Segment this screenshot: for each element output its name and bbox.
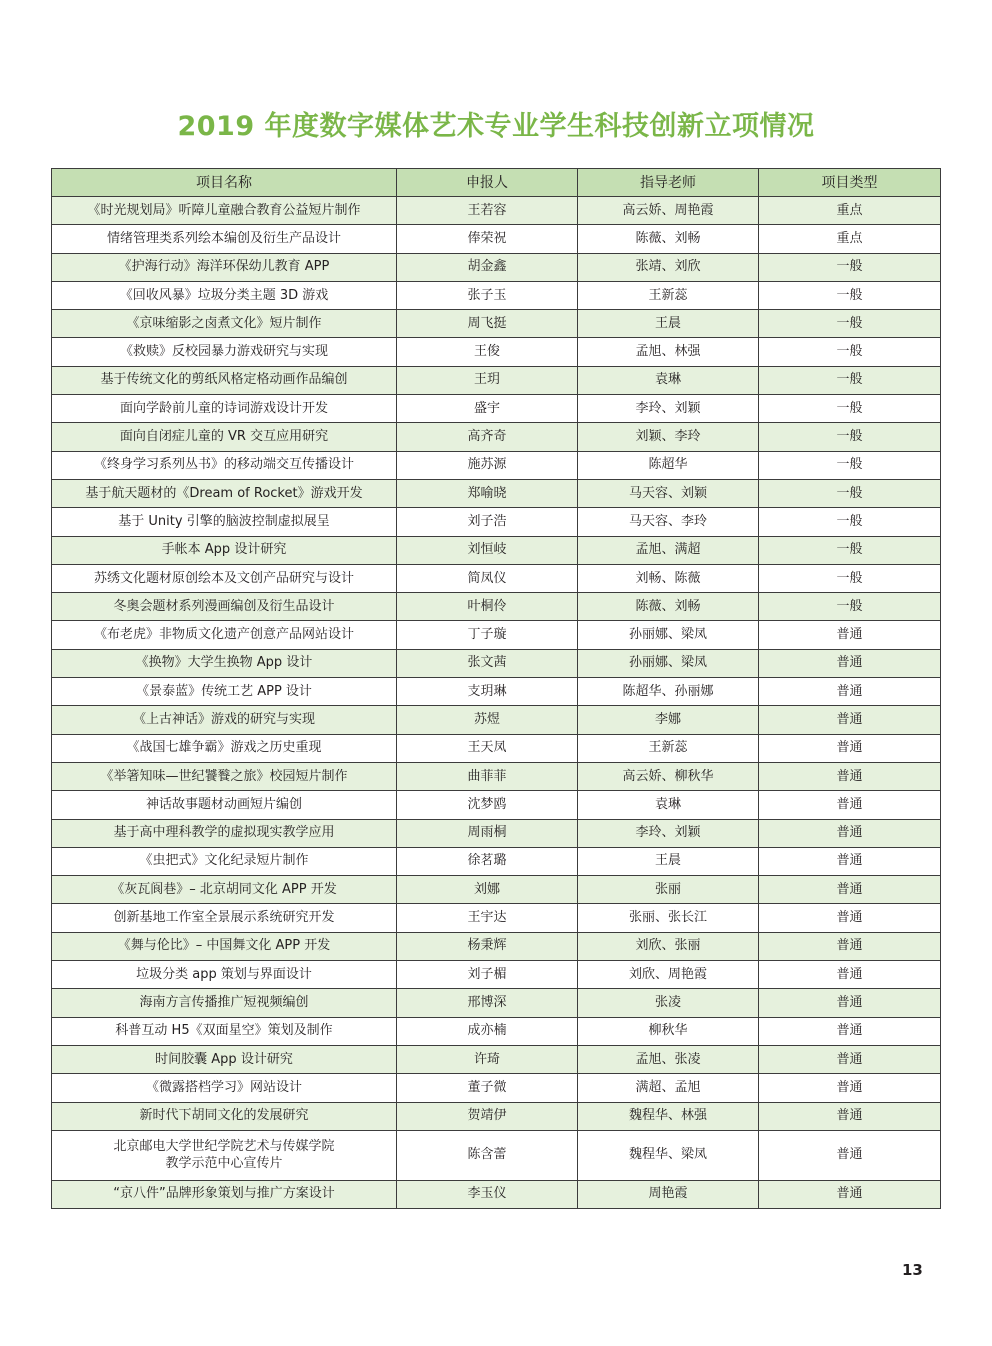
cell-advisor: 孙丽娜、梁凤 <box>578 649 759 677</box>
cell-advisor: 魏程华、梁凤 <box>578 1130 759 1180</box>
table-row <box>52 310 941 338</box>
cell-applicant: 杨秉辉 <box>397 932 578 960</box>
table-row <box>52 593 941 621</box>
cell-project-type: 一般 <box>759 338 941 366</box>
table-row <box>52 479 941 507</box>
cell-applicant: 丁子璇 <box>397 621 578 649</box>
cell-advisor: 刘颖、李玲 <box>578 423 759 451</box>
cell-project-type: 普通 <box>759 1180 941 1208</box>
cell-project-type: 普通 <box>759 847 941 875</box>
cell-project-name: 情绪管理类系列绘本编创及衍生产品设计 <box>52 225 397 253</box>
cell-project-name: 《舞与伦比》– 中国舞文化 APP 开发 <box>52 932 397 960</box>
cell-project-type: 一般 <box>759 281 941 309</box>
cell-applicant: 王天凤 <box>397 734 578 762</box>
cell-project-name: 《景泰蓝》传统工艺 APP 设计 <box>52 678 397 706</box>
cell-advisor: 周艳霞 <box>578 1180 759 1208</box>
cell-project-type: 一般 <box>759 423 941 451</box>
cell-project-type: 一般 <box>759 253 941 281</box>
page-number: 13 <box>902 1261 923 1279</box>
cell-applicant: 俸荣祝 <box>397 225 578 253</box>
table-header <box>52 169 941 197</box>
cell-applicant: 成亦楠 <box>397 1017 578 1045</box>
table-row <box>52 338 941 366</box>
cell-project-type: 一般 <box>759 395 941 423</box>
table-row <box>52 1130 941 1180</box>
table-row <box>52 734 941 762</box>
cell-project-name: 《救赎》反校园暴力游戏研究与实现 <box>52 338 397 366</box>
cell-project-type: 一般 <box>759 479 941 507</box>
table-row <box>52 508 941 536</box>
table-row <box>52 847 941 875</box>
table-row <box>52 706 941 734</box>
table-row <box>52 423 941 451</box>
table-row <box>52 564 941 592</box>
cell-project-name: 《举箸知味—世纪饕餮之旅》校园短片制作 <box>52 762 397 790</box>
cell-advisor: 刘畅、陈薇 <box>578 564 759 592</box>
cell-applicant: 刘恒岐 <box>397 536 578 564</box>
header-advisor: 指导老师 <box>578 169 759 197</box>
cell-project-type: 普通 <box>759 734 941 762</box>
cell-project-name: 《护海行动》海洋环保幼儿教育 APP <box>52 253 397 281</box>
table-row <box>52 366 941 394</box>
cell-applicant: 许琦 <box>397 1045 578 1073</box>
project-table <box>51 168 941 1209</box>
cell-project-name: 《微露搭档学习》网站设计 <box>52 1074 397 1102</box>
cell-project-type: 普通 <box>759 621 941 649</box>
cell-advisor: 孟旭、林强 <box>578 338 759 366</box>
table-row <box>52 649 941 677</box>
cell-project-type: 一般 <box>759 366 941 394</box>
table-row <box>52 762 941 790</box>
table-row <box>52 395 941 423</box>
cell-project-type: 普通 <box>759 989 941 1017</box>
table-row <box>52 989 941 1017</box>
cell-project-name: 新时代下胡同文化的发展研究 <box>52 1102 397 1130</box>
cell-applicant: 王玥 <box>397 366 578 394</box>
cell-project-name: 《时光规划局》听障儿童融合教育公益短片制作 <box>52 197 397 225</box>
cell-advisor: 张丽、张长江 <box>578 904 759 932</box>
cell-applicant: 郑喻晓 <box>397 479 578 507</box>
cell-project-type: 普通 <box>759 1017 941 1045</box>
cell-applicant: 陈含蕾 <box>397 1130 578 1180</box>
cell-project-type: 重点 <box>759 197 941 225</box>
cell-applicant: 沈梦鸥 <box>397 791 578 819</box>
cell-project-name: 北京邮电大学世纪学院艺术与传媒学院 教学示范中心宣传片 <box>52 1130 397 1180</box>
cell-project-type: 普通 <box>759 819 941 847</box>
cell-applicant: 李玉仪 <box>397 1180 578 1208</box>
cell-project-name: 海南方言传播推广短视频编创 <box>52 989 397 1017</box>
cell-advisor: 柳秋华 <box>578 1017 759 1045</box>
cell-applicant: 刘子楣 <box>397 961 578 989</box>
cell-project-name: 手帐本 App 设计研究 <box>52 536 397 564</box>
cell-project-name: 《上古神话》游戏的研究与实现 <box>52 706 397 734</box>
cell-applicant: 周雨桐 <box>397 819 578 847</box>
cell-project-type: 普通 <box>759 678 941 706</box>
cell-project-type: 普通 <box>759 904 941 932</box>
cell-project-name: 《回收风暴》垃圾分类主题 3D 游戏 <box>52 281 397 309</box>
cell-advisor: 王新蕊 <box>578 734 759 762</box>
cell-applicant: 盛宇 <box>397 395 578 423</box>
cell-advisor: 陈超华 <box>578 451 759 479</box>
cell-advisor: 高云娇、周艳霞 <box>578 197 759 225</box>
cell-project-type: 一般 <box>759 451 941 479</box>
cell-project-type: 重点 <box>759 225 941 253</box>
header-row <box>52 169 941 197</box>
cell-advisor: 孟旭、张凌 <box>578 1045 759 1073</box>
cell-project-type: 普通 <box>759 876 941 904</box>
cell-advisor: 李娜 <box>578 706 759 734</box>
cell-advisor: 王晨 <box>578 310 759 338</box>
cell-applicant: 刘娜 <box>397 876 578 904</box>
cell-advisor: 孙丽娜、梁凤 <box>578 621 759 649</box>
cell-applicant: 苏煜 <box>397 706 578 734</box>
cell-project-name: 面向学龄前儿童的诗词游戏设计开发 <box>52 395 397 423</box>
cell-applicant: 高齐奇 <box>397 423 578 451</box>
table-row <box>52 225 941 253</box>
cell-project-name: 神话故事题材动画短片编创 <box>52 791 397 819</box>
table-row <box>52 197 941 225</box>
cell-applicant: 王俊 <box>397 338 578 366</box>
cell-applicant: 叶桐伶 <box>397 593 578 621</box>
cell-project-type: 普通 <box>759 762 941 790</box>
cell-applicant: 周飞挺 <box>397 310 578 338</box>
cell-project-type: 一般 <box>759 310 941 338</box>
header-project-name: 项目名称 <box>52 169 397 197</box>
cell-applicant: 施苏源 <box>397 451 578 479</box>
cell-project-type: 普通 <box>759 706 941 734</box>
cell-project-name: 《布老虎》非物质文化遗产创意产品网站设计 <box>52 621 397 649</box>
cell-applicant: 曲菲菲 <box>397 762 578 790</box>
cell-project-type: 普通 <box>759 1130 941 1180</box>
cell-project-name: 基于航天题材的《Dream of Rocket》游戏开发 <box>52 479 397 507</box>
cell-applicant: 支玥琳 <box>397 678 578 706</box>
cell-project-type: 普通 <box>759 961 941 989</box>
table-row <box>52 253 941 281</box>
cell-advisor: 孟旭、满超 <box>578 536 759 564</box>
table-body <box>52 197 941 1209</box>
cell-project-name: 冬奥会题材系列漫画编创及衍生品设计 <box>52 593 397 621</box>
cell-applicant: 简凤仪 <box>397 564 578 592</box>
cell-advisor: 张靖、刘欣 <box>578 253 759 281</box>
cell-applicant: 徐茗璐 <box>397 847 578 875</box>
table-row <box>52 678 941 706</box>
cell-advisor: 袁琳 <box>578 791 759 819</box>
table-row <box>52 451 941 479</box>
cell-advisor: 陈薇、刘畅 <box>578 225 759 253</box>
header-applicant: 申报人 <box>397 169 578 197</box>
cell-project-name: 创新基地工作室全景展示系统研究开发 <box>52 904 397 932</box>
table-row <box>52 1017 941 1045</box>
cell-advisor: 王新蕊 <box>578 281 759 309</box>
cell-project-name: 科普互动 H5《双面星空》策划及制作 <box>52 1017 397 1045</box>
table-row <box>52 932 941 960</box>
cell-advisor: 李玲、刘颖 <box>578 395 759 423</box>
cell-project-type: 普通 <box>759 649 941 677</box>
table-row <box>52 281 941 309</box>
cell-project-type: 一般 <box>759 564 941 592</box>
cell-project-name: 《灰瓦阆巷》– 北京胡同文化 APP 开发 <box>52 876 397 904</box>
page-title: 2019 年度数字媒体艺术专业学生科技创新立项情况 <box>177 111 815 142</box>
table-row <box>52 536 941 564</box>
table-row <box>52 1045 941 1073</box>
cell-project-name: 基于高中理科教学的虚拟现实教学应用 <box>52 819 397 847</box>
cell-applicant: 邢博深 <box>397 989 578 1017</box>
cell-advisor: 满超、孟旭 <box>578 1074 759 1102</box>
cell-applicant: 贺靖伊 <box>397 1102 578 1130</box>
cell-project-type: 一般 <box>759 536 941 564</box>
cell-applicant: 董子微 <box>397 1074 578 1102</box>
cell-advisor: 袁琳 <box>578 366 759 394</box>
cell-project-name: 《京味缩影之卤煮文化》短片制作 <box>52 310 397 338</box>
cell-advisor: 陈超华、孙丽娜 <box>578 678 759 706</box>
cell-project-type: 一般 <box>759 593 941 621</box>
cell-advisor: 张丽 <box>578 876 759 904</box>
cell-advisor: 张凌 <box>578 989 759 1017</box>
cell-project-name: 基于传统文化的剪纸风格定格动画作品编创 <box>52 366 397 394</box>
cell-project-type: 普通 <box>759 791 941 819</box>
cell-applicant: 刘子浩 <box>397 508 578 536</box>
cell-project-name: 面向自闭症儿童的 VR 交互应用研究 <box>52 423 397 451</box>
cell-applicant: 张子玉 <box>397 281 578 309</box>
cell-applicant: 王若容 <box>397 197 578 225</box>
header-project-type: 项目类型 <box>759 169 941 197</box>
cell-project-name: “京八件”品牌形象策划与推广方案设计 <box>52 1180 397 1208</box>
cell-project-name: 《战国七雄争霸》游戏之历史重现 <box>52 734 397 762</box>
cell-project-name: 苏绣文化题材原创绘本及文创产品研究与设计 <box>52 564 397 592</box>
cell-advisor: 刘欣、张丽 <box>578 932 759 960</box>
table-row <box>52 1180 941 1208</box>
cell-project-type: 普通 <box>759 1102 941 1130</box>
table-row <box>52 961 941 989</box>
cell-project-name: 《终身学习系列丛书》的移动端交互传播设计 <box>52 451 397 479</box>
cell-advisor: 陈薇、刘畅 <box>578 593 759 621</box>
table-row <box>52 904 941 932</box>
cell-project-name: 时间胶囊 App 设计研究 <box>52 1045 397 1073</box>
cell-project-type: 普通 <box>759 1045 941 1073</box>
cell-project-name: 《虫把式》文化纪录短片制作 <box>52 847 397 875</box>
table-row <box>52 791 941 819</box>
cell-project-name: 《换物》大学生换物 App 设计 <box>52 649 397 677</box>
cell-applicant: 王宇达 <box>397 904 578 932</box>
cell-project-type: 一般 <box>759 508 941 536</box>
cell-project-type: 普通 <box>759 932 941 960</box>
cell-applicant: 胡金鑫 <box>397 253 578 281</box>
table-row <box>52 876 941 904</box>
cell-advisor: 马天容、李玲 <box>578 508 759 536</box>
cell-project-type: 普通 <box>759 1074 941 1102</box>
cell-advisor: 魏程华、林强 <box>578 1102 759 1130</box>
cell-advisor: 李玲、刘颖 <box>578 819 759 847</box>
table-row <box>52 621 941 649</box>
table-row <box>52 1102 941 1130</box>
cell-advisor: 高云娇、柳秋华 <box>578 762 759 790</box>
table-row <box>52 819 941 847</box>
cell-advisor: 马天容、刘颖 <box>578 479 759 507</box>
cell-advisor: 刘欣、周艳霞 <box>578 961 759 989</box>
cell-project-name: 垃圾分类 app 策划与界面设计 <box>52 961 397 989</box>
cell-applicant: 张文茜 <box>397 649 578 677</box>
cell-project-name: 基于 Unity 引擎的脑波控制虚拟展呈 <box>52 508 397 536</box>
cell-advisor: 王晨 <box>578 847 759 875</box>
table-row <box>52 1074 941 1102</box>
